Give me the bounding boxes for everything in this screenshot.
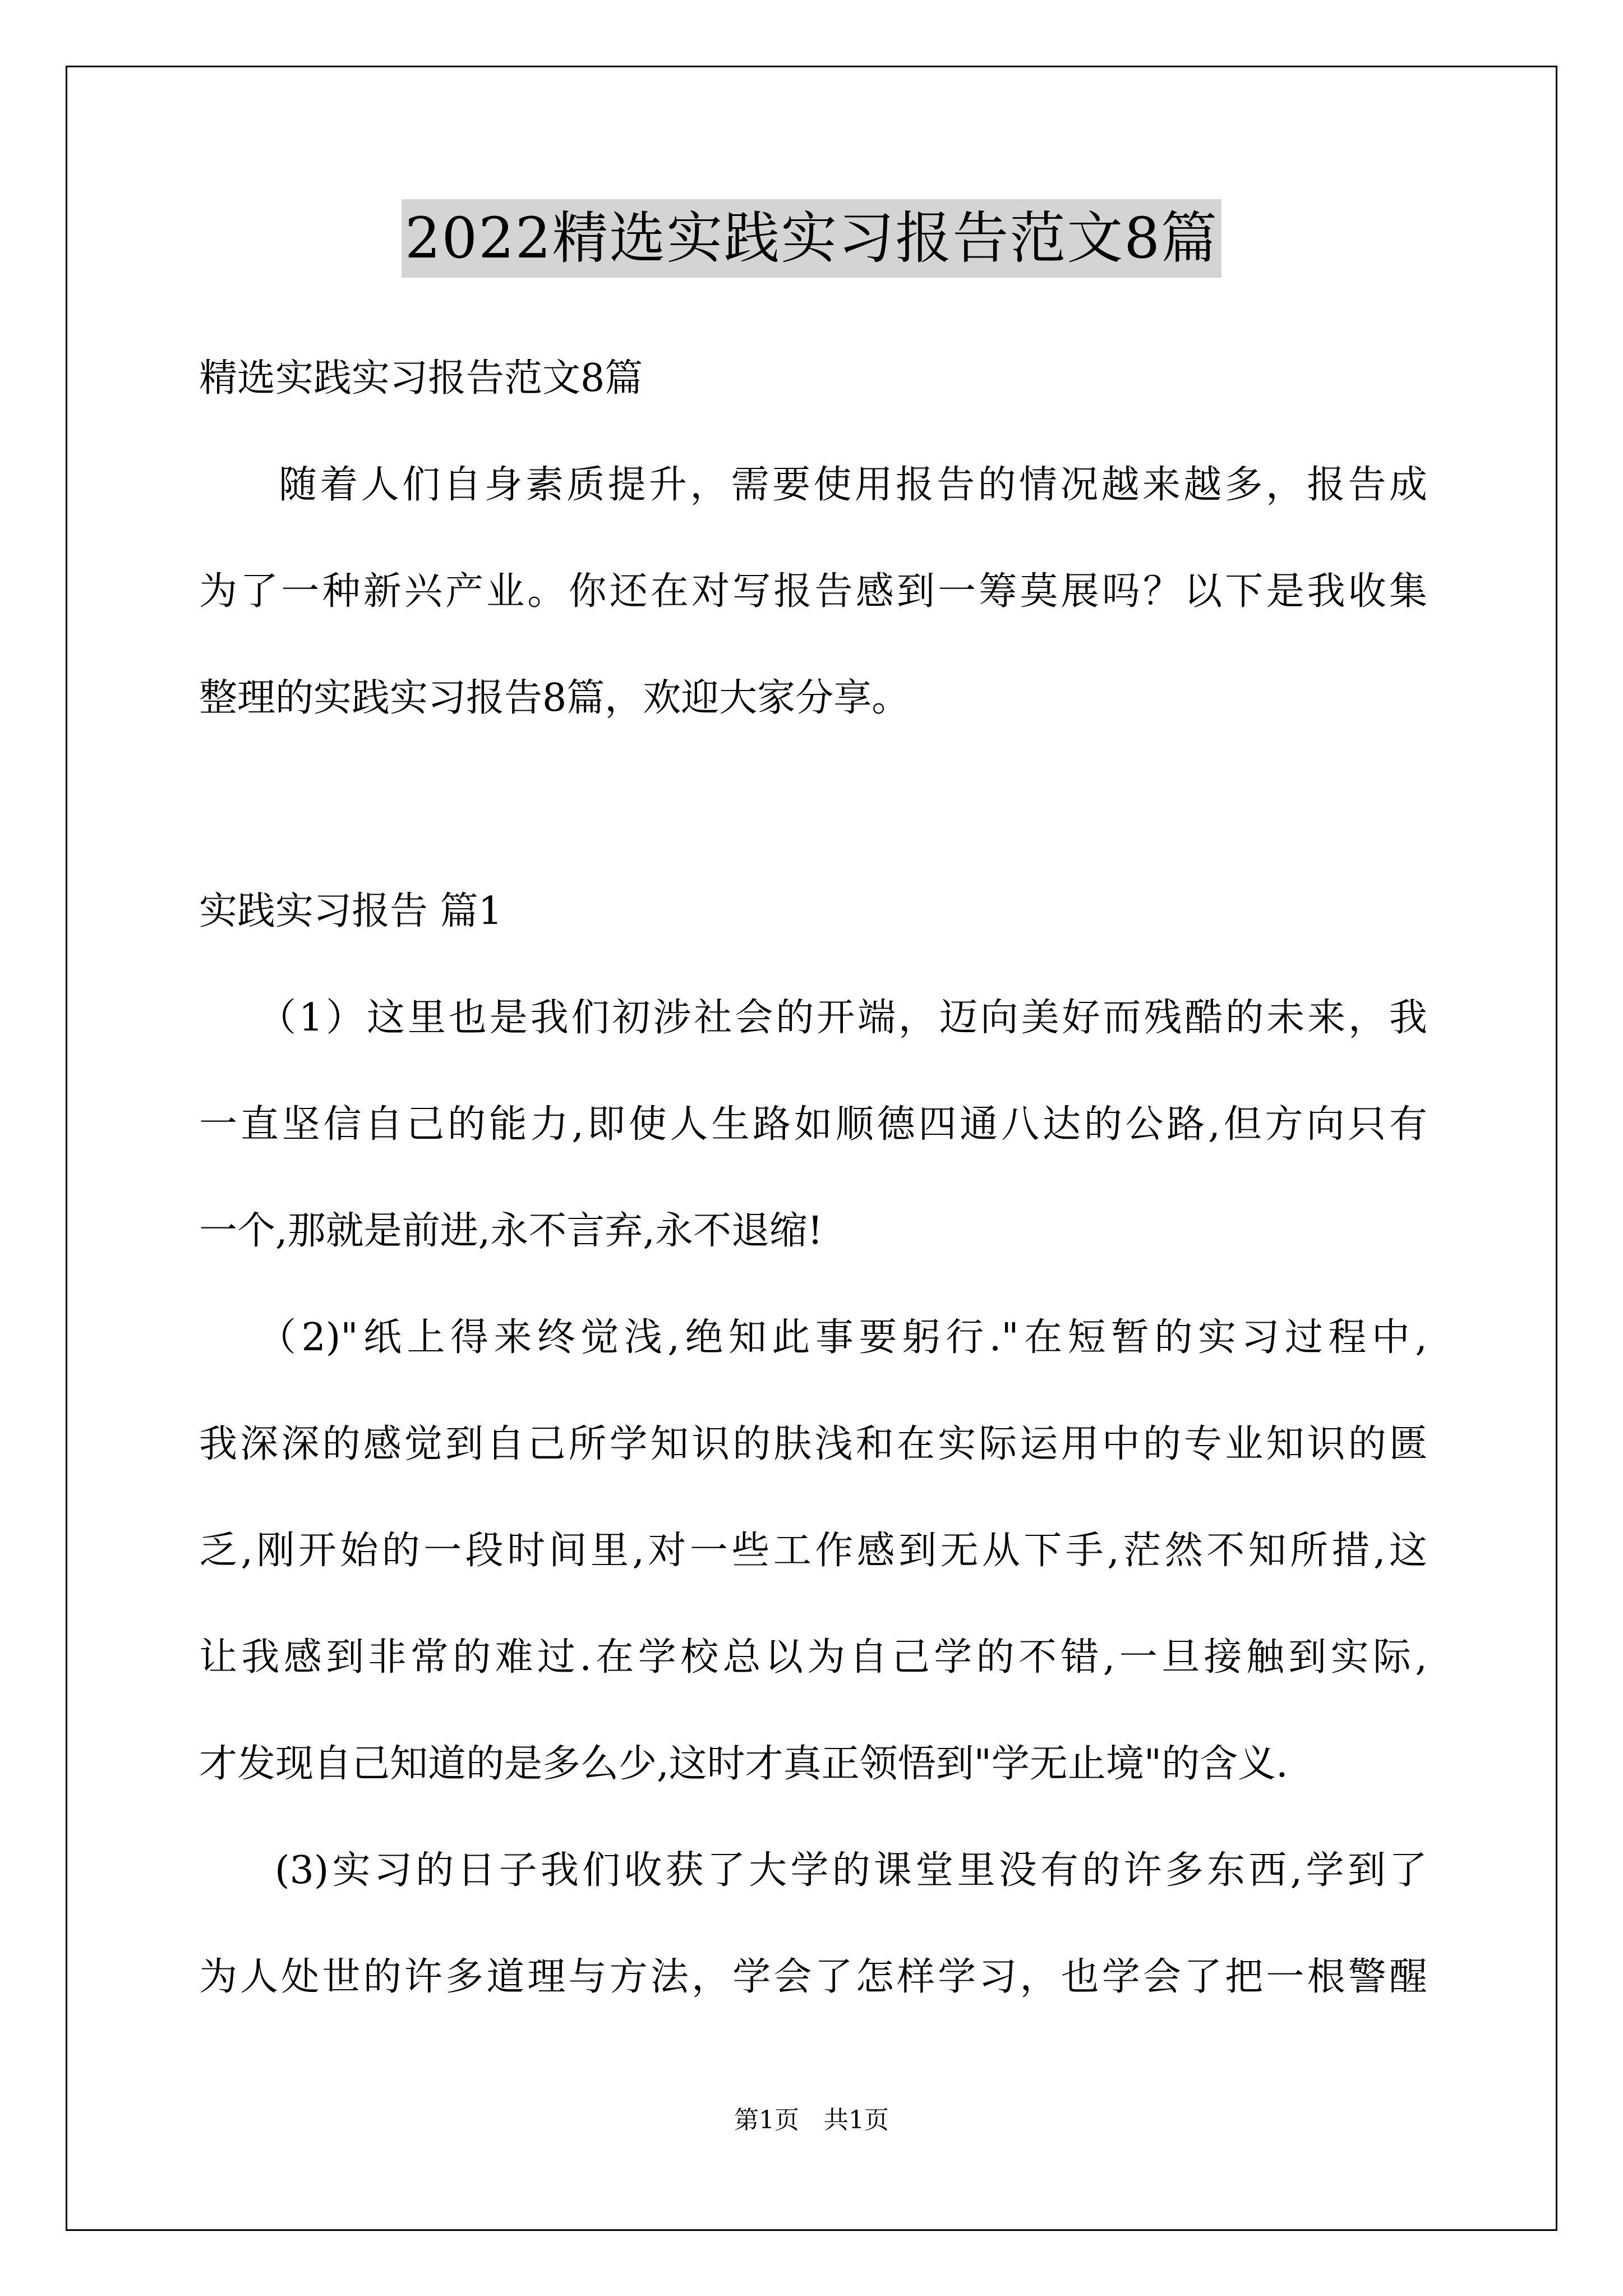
section-heading: 实践实习报告 篇1 [199,889,502,933]
paragraph-line: （2)"纸上得来终觉浅,绝知此事要躬行."在短暂的实习过程中, [258,1315,1427,1360]
paragraph-line: 才发现自己知道的是多么少,这时才真正领悟到"学无止境"的含义. [199,1742,1288,1786]
paragraph-line: 一直坚信自己的能力,即使人生路如顺德四通八达的公路,但方向只有 [199,1102,1427,1147]
document-title: 2022精选实践实习报告范文8篇 [402,199,1221,278]
paragraph-line: 随着人们自身素质提升，需要使用报告的情况越来越多，报告成 [279,463,1427,507]
paragraph-line: 为人处世的许多道理与方法，学会了怎样学习，也学会了把一根警醒 [199,1955,1427,1999]
paragraph-line: 让我感到非常的难过.在学校总以为自己学的不错,一旦接触到实际, [199,1635,1427,1680]
paragraph-line: 我深深的感觉到自己所学知识的肤浅和在实际运用中的专业知识的匮 [199,1422,1427,1466]
paragraph-line: (3)实习的日子我们收获了大学的课堂里没有的许多东西,学到了 [275,1848,1427,1893]
paragraph-line: 一个,那就是前进,永不言弃,永不退缩! [199,1209,823,1253]
paragraph-line: 整理的实践实习报告8篇，欢迎大家分享。 [199,676,910,720]
paragraph-line: 乏,刚开始的一段时间里,对一些工作感到无从下手,茫然不知所措,这 [199,1529,1427,1573]
title-container [0,199,1623,278]
paragraph-line: 为了一种新兴产业。你还在对写报告感到一筹莫展吗？以下是我收集 [199,569,1427,614]
paragraph-line: （1）这里也是我们初涉社会的开端，迈向美好而残酷的未来，我 [258,996,1427,1040]
page-footer: 第1页 共1页 [734,2106,889,2134]
document-subtitle: 精选实践实习报告范文8篇 [199,356,643,401]
